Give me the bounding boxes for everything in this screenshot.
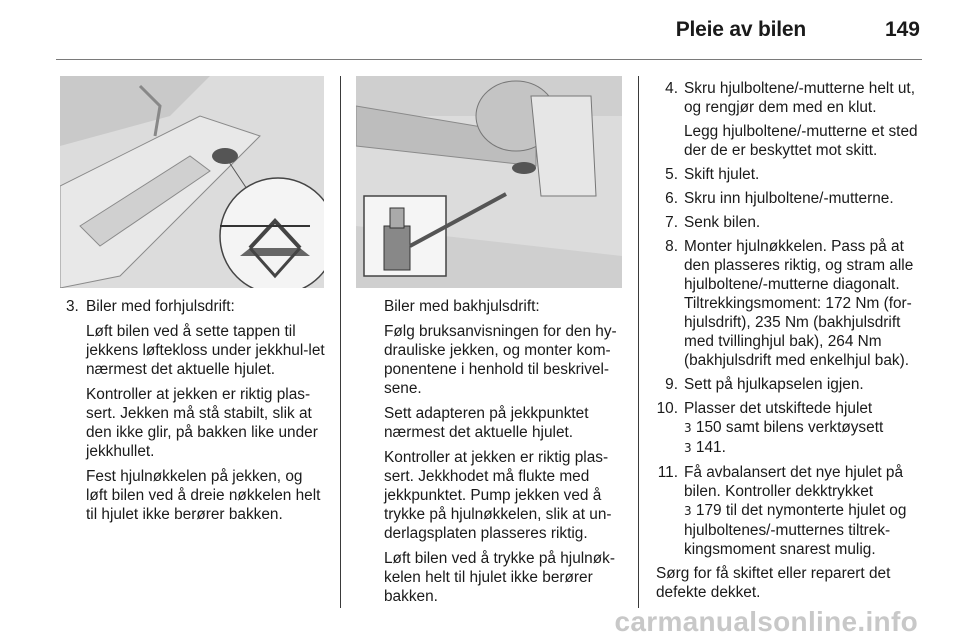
text-segment: 150 samt bilens verktøysett: [691, 419, 884, 436]
paragraph: Sett adapteren på jekkpunktet nærmest det aktuelle hjulet.: [384, 405, 589, 441]
paragraph: Løft bilen ved å sette tappen til jekkens løftekloss under jekkhul-let nærmest det aktuelle hjulet.: [86, 323, 325, 378]
section-heading: Biler med bakhjulsdrift:: [384, 298, 540, 315]
list-item: [652, 165, 920, 184]
page-number: 149: [884, 18, 920, 41]
paragraph: Løft bilen ved å trykke på hjulnøk-kelen helt til hjulet ikke berører bakken.: [384, 550, 615, 605]
cross-reference-icon: 3: [684, 421, 692, 435]
middle-column-text: [384, 297, 624, 612]
step-number: 5.: [665, 166, 678, 183]
paragraph: Senk bilen.: [684, 214, 761, 231]
paragraph: Sett på hjulkapselen igjen.: [684, 376, 864, 393]
paragraph: Monter hjulnøkkelen. Pass på at den plasseres riktig, og stram alle hjulboltene/-mutterne diagonalt. Tiltrekkingsmoment: 172 Nm (for-hjulsdrift), 235 Nm (bakhjulsdrift med tvillinghjul bak), 264 Nm (bakhjulsdrift med enkelhjul bak).: [684, 238, 914, 369]
step-number: 8.: [665, 238, 678, 255]
cross-reference-icon: 3: [684, 441, 692, 455]
list-item: [652, 79, 920, 160]
paragraph: Kontroller at jekken er riktig plas-sert. Jekken må stå stabilt, slik at den ikke glir, på bakken like under jekkhullet.: [86, 386, 318, 460]
right-column-text: [652, 79, 920, 602]
illustration-rwd-hydraulic-jack: [356, 76, 622, 288]
step-number: 6.: [665, 190, 678, 207]
paragraph: Fest hjulnøkkelen på jekken, og løft bilen ved å dreie nøkkelen helt til hjulet ikke berører bakken.: [86, 468, 321, 523]
header-rule: [56, 59, 922, 60]
list-item: [652, 213, 920, 232]
list-item: [652, 189, 920, 208]
page-title: Pleie av bilen: [675, 18, 806, 41]
cross-reference-icon: 3: [684, 504, 692, 518]
list-item: [652, 375, 920, 394]
paragraph: Kontroller at jekken er riktig plas-sert. Jekkhodet må flukte med jekkpunktet. Pump jekken ved å trykke på hjulnøkkelen, slik at un-derlagsplaten plasseres riktig.: [384, 449, 612, 542]
paragraph: Skru inn hjulboltene/-mutterne.: [684, 190, 894, 207]
left-column-text: [66, 297, 328, 530]
step-number: 10.: [656, 400, 678, 417]
step-number: 11.: [657, 464, 678, 481]
step-number: 3.: [66, 298, 79, 315]
paragraph: Følg bruksanvisningen for den hy-drauliske jekken, og monter kom-ponentene i henhold til beskrivel-sene.: [384, 323, 617, 397]
column-divider-left: [340, 76, 341, 608]
step-number: 4.: [665, 80, 678, 97]
paragraph: Skru hjulboltene/-mutterne helt ut, og rengjør dem med en klut.: [684, 80, 915, 116]
list-item: [652, 463, 920, 559]
list-item: [652, 399, 920, 458]
column-divider-right: [638, 76, 639, 608]
text-segment: 179 til det nymonterte hjulet og hjulboltenes/-mutternes tiltrek-kingsmoment snarest mulig.: [684, 502, 907, 558]
paragraph: Skift hjulet.: [684, 166, 760, 183]
step-title: Biler med forhjulsdrift:: [86, 298, 235, 315]
paragraph: Legg hjulboltene/-mutterne et sted der de er beskyttet mot skitt.: [684, 123, 918, 159]
paragraph: [684, 399, 920, 458]
paragraph: [684, 463, 920, 559]
step-number: 9.: [665, 376, 678, 393]
step-number: 7.: [665, 214, 678, 231]
closing-paragraph: Sørg for få skiftet eller reparert det defekte dekket.: [656, 565, 891, 601]
text-segment: Få avbalansert det nye hjulet på bilen. Kontroller dekktrykket: [684, 464, 904, 500]
watermark: carmanualsonline.info: [614, 606, 918, 637]
illustration-fwd-jack: [60, 76, 324, 288]
text-segment: 141.: [691, 439, 726, 456]
list-item: [652, 237, 920, 370]
text-segment: Plasser det utskiftede hjulet: [684, 400, 873, 417]
